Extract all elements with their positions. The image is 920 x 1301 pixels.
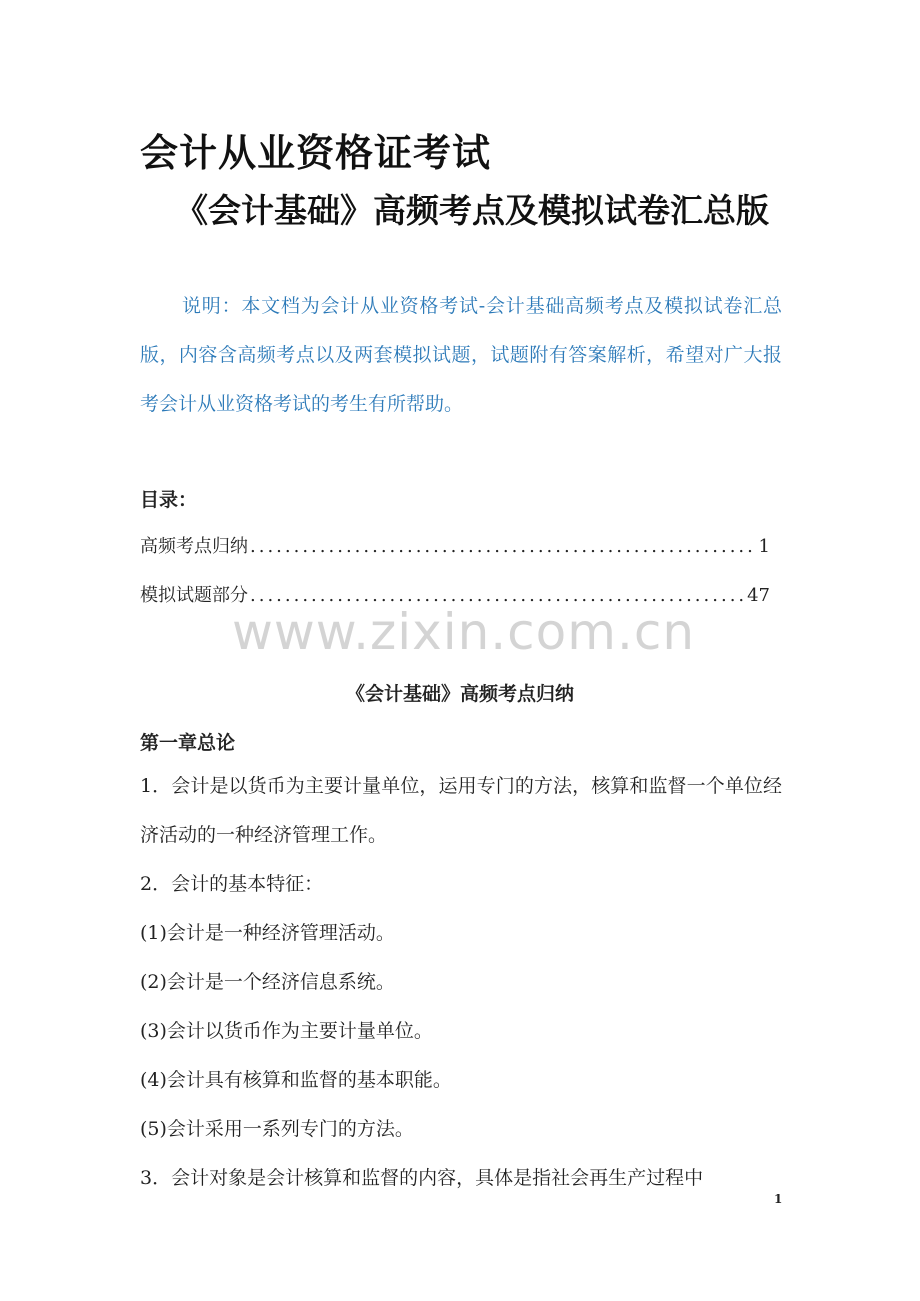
toc-heading: 目录： [140,489,198,511]
toc-leader-dots [250,536,757,557]
body-text [140,762,782,1203]
paragraph: (3)会计以货币作为主要计量单位。 [140,1020,433,1042]
section-title: 《会计基础》高频考点归纳 [345,683,574,705]
toc-entry[interactable] [140,532,770,558]
chapter-heading: 第一章总论 [140,732,236,754]
document-title: 会计从业资格证考试 [140,131,492,175]
paragraph: (4)会计具有核算和监督的基本职能。 [140,1069,452,1091]
document-subtitle: 《会计基础》高频考点及模拟试卷汇总版 [175,191,769,230]
toc-entry-label: 高频考点归纳 [140,536,248,557]
paragraph: (2)会计是一个经济信息系统。 [140,971,395,993]
toc-entry-page: 1 [758,536,770,557]
paragraph: 1．会计是以货币为主要计量单位，运用专门的方法，核算和监督一个单位经济活动的一种经济管理工作。 [140,775,782,846]
paragraph: (5)会计采用一系列专门的方法。 [140,1118,414,1140]
watermark: www.zixin.com.cn [232,603,696,661]
toc-entry-page: 47 [747,585,770,606]
toc-entry-label: 模拟试题部分 [140,585,248,606]
paragraph: 2．会计的基本特征： [140,873,324,895]
paragraph: 3．会计对象是会计核算和监督的内容，具体是指社会再生产过程中 [140,1167,704,1189]
page-number: 1 [774,1192,783,1206]
paragraph: (1)会计是一种经济管理活动。 [140,922,395,944]
description-text: 说明：本文档为会计从业资格考试-会计基础高频考点及模拟试卷汇总版，内容含高频考点以及两套模拟试题，试题附有答案解析，希望对广大报考会计从业资格考试的考生有所帮助。 [140,295,782,415]
